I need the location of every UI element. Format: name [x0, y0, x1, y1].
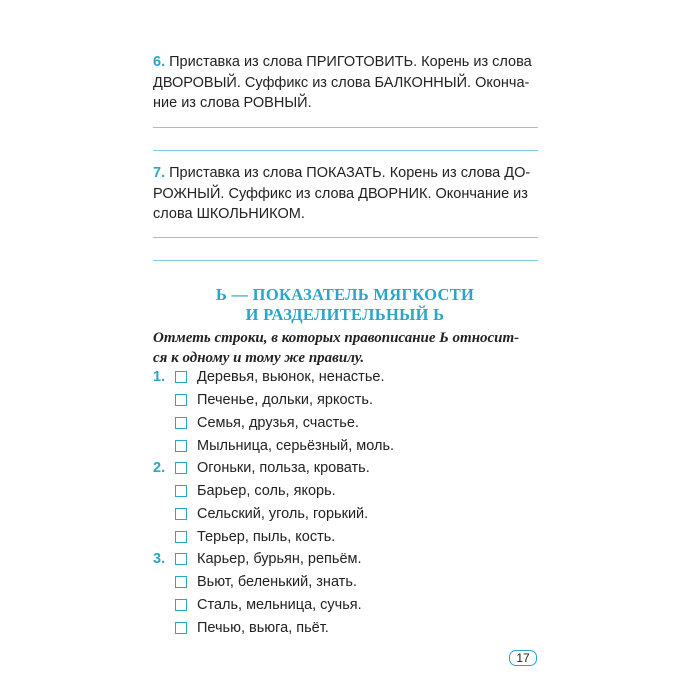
checkbox[interactable]: [175, 417, 187, 429]
answer-line[interactable]: [153, 237, 538, 238]
option-row: [153, 527, 335, 547]
option-row: [153, 618, 329, 638]
section-title-line: Ь — ПОКАЗАТЕЛЬ МЯГКОСТИ: [215, 285, 475, 304]
task-text-line: Приставка из слова ПРИГОТОВИТЬ. Корень из слова: [169, 54, 532, 70]
option-text: Печью, вьюга, пьёт.: [197, 620, 329, 636]
group-number: 1.: [153, 369, 166, 385]
option-text: Печенье, дольки, яркость.: [197, 392, 373, 408]
checkbox[interactable]: [175, 553, 187, 565]
option-text: Барьер, соль, якорь.: [197, 483, 336, 499]
option-text: Мыльница, серьёзный, моль.: [197, 438, 395, 454]
checkbox[interactable]: [175, 599, 187, 611]
option-row: [153, 390, 373, 410]
option-text: Огоньки, польза, кровать.: [197, 460, 370, 476]
task-6: [153, 52, 538, 114]
option-text: Семья, друзья, счастье.: [197, 415, 359, 431]
option-text: Карьер, бурьян, репьём.: [197, 551, 362, 567]
checkbox[interactable]: [175, 622, 187, 634]
option-text: Деревья, вьюнок, ненастье.: [197, 369, 385, 385]
option-row: [153, 367, 384, 387]
option-row: [153, 572, 357, 592]
section-title-line: И РАЗДЕЛИТЕЛЬНЫЙ Ь: [245, 305, 445, 324]
checkbox[interactable]: [175, 576, 187, 588]
checkbox[interactable]: [175, 485, 187, 497]
option-text: Терьер, пыль, кость.: [197, 529, 336, 545]
option-row: [153, 549, 362, 569]
option-row: [153, 458, 370, 478]
page-number: 17: [509, 650, 537, 666]
task-number: 6.: [153, 54, 166, 70]
option-text: Сельский, уголь, горький.: [197, 506, 369, 522]
group-number: 3.: [153, 551, 166, 567]
task-text-line: ние из слова РОВНЫЙ.: [153, 95, 312, 111]
option-row: [153, 436, 394, 456]
answer-line[interactable]: [153, 260, 538, 261]
task-text-line: Приставка из слова ПОКАЗАТЬ. Корень из слова ДО-: [169, 165, 531, 181]
checkbox[interactable]: [175, 531, 187, 543]
task-text-line: слова ШКОЛЬНИКОМ.: [153, 206, 305, 222]
option-row: [153, 504, 368, 524]
exercise-instruction: [153, 328, 543, 368]
option-text: Сталь, мельница, сучья.: [197, 597, 362, 613]
option-text: Вьют, беленький, знать.: [197, 574, 357, 590]
instruction-line: ся к одному и тому же правилу.: [153, 350, 365, 366]
checkbox[interactable]: [175, 508, 187, 520]
checkbox[interactable]: [175, 440, 187, 452]
option-row: [153, 413, 359, 433]
option-row: [153, 595, 362, 615]
option-row: [153, 481, 336, 501]
instruction-line: Отметь строки, в которых правописание Ь относит-: [153, 330, 520, 346]
task-text-line: РОЖНЫЙ. Суффикс из слова ДВОРНИК. Окончание из: [153, 185, 528, 202]
group-number: 2.: [153, 460, 166, 476]
answer-line[interactable]: [153, 127, 538, 128]
section-title: [150, 285, 540, 325]
task-text-line: ДВОРОВЫЙ. Суффикс из слова БАЛКОННЫЙ. Оконча-: [153, 74, 530, 91]
checkbox[interactable]: [175, 462, 187, 474]
task-7: [153, 163, 538, 225]
checkbox[interactable]: [175, 394, 187, 406]
checkbox[interactable]: [175, 371, 187, 383]
task-number: 7.: [153, 165, 166, 181]
answer-line[interactable]: [153, 150, 538, 151]
